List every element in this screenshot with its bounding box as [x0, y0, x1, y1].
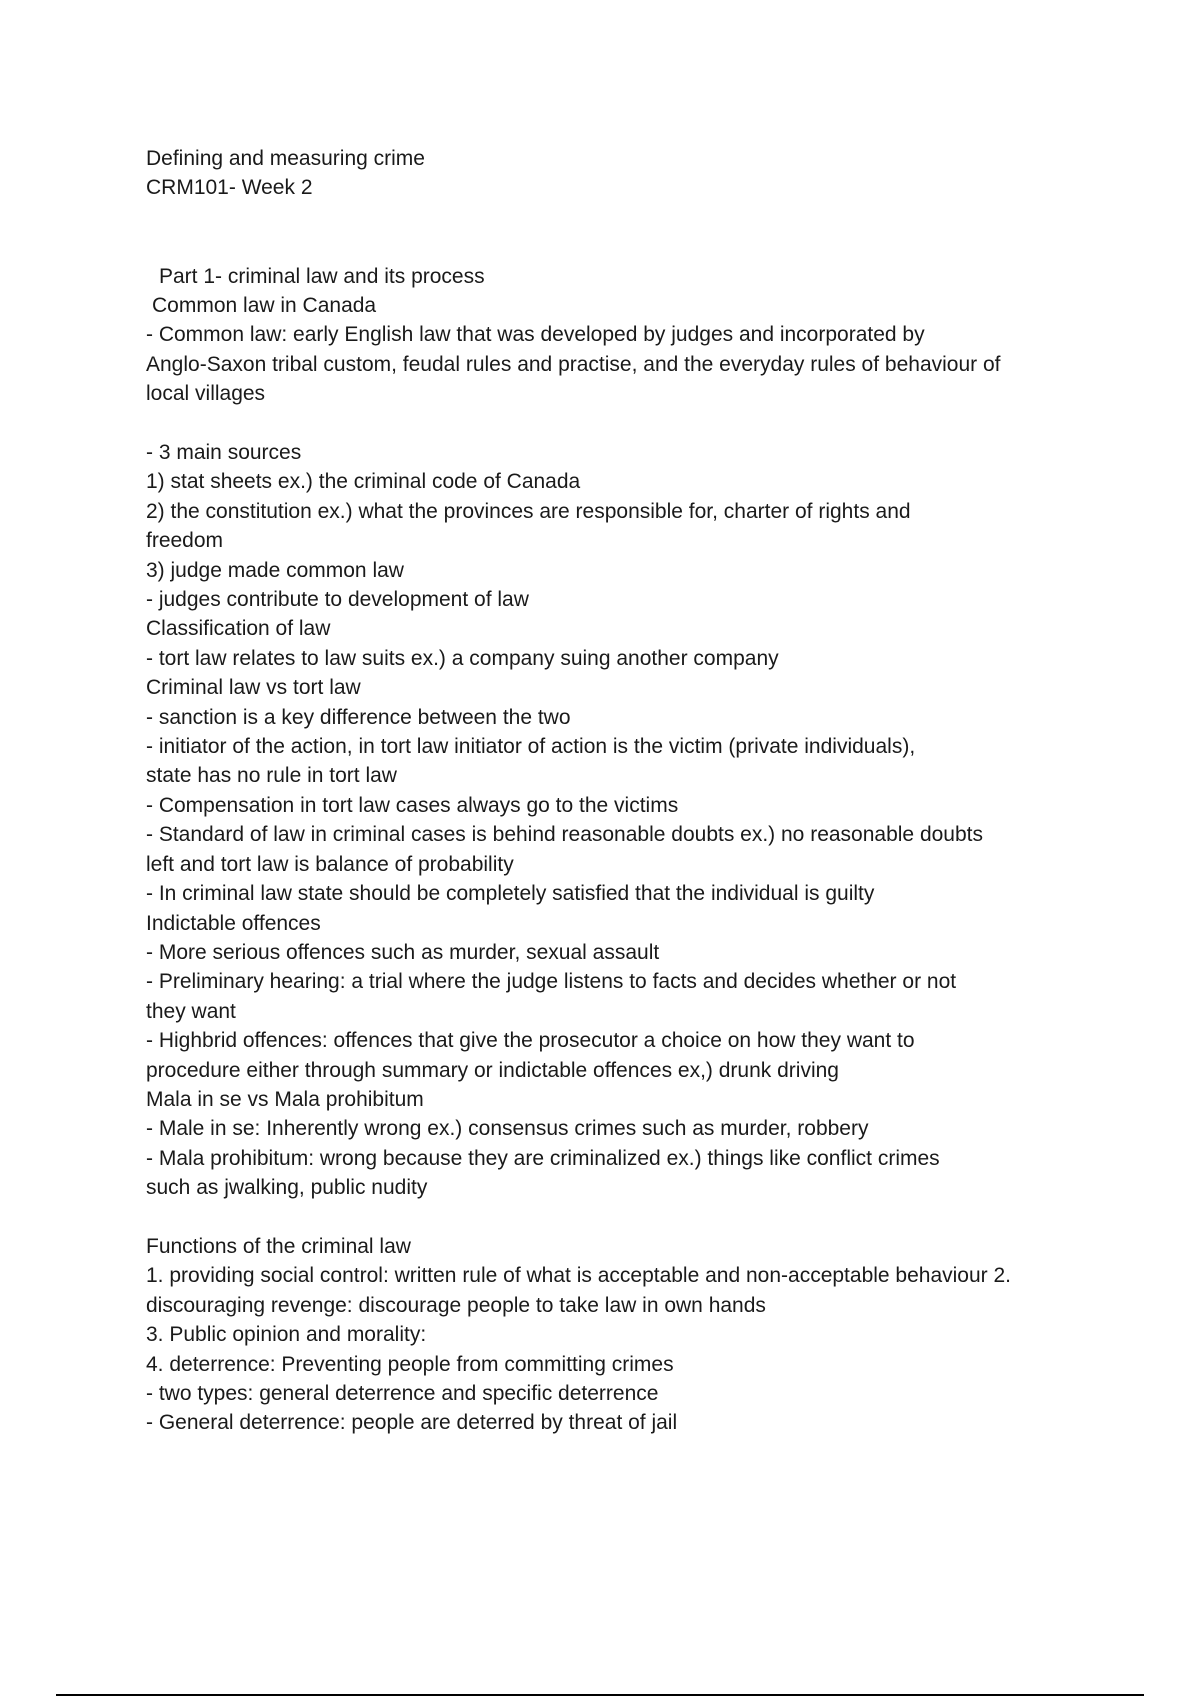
text-line: - tort law relates to law suits ex.) a company suing another company [146, 646, 779, 670]
text-line: - Highbrid offences: offences that give the prosecutor a choice on how they want to [146, 1029, 915, 1053]
text-line: - General deterrence: people are deterred by threat of jail [146, 1411, 678, 1435]
spacer [146, 203, 1086, 232]
text-line: Classification of law [146, 617, 331, 641]
text-line: - initiator of the action, in tort law initiator of action is the victim (private individuals), [146, 735, 916, 759]
document-title: Defining and measuring crime [146, 147, 425, 170]
text-line: - Male in se: Inherently wrong ex.) consensus crimes such as murder, robbery [146, 1117, 869, 1141]
text-line: left and tort law is balance of probability [146, 852, 514, 876]
text-line: such as jwalking, public nudity [146, 1176, 428, 1200]
subsection-heading: Common law in Canada [152, 294, 377, 317]
text-line: - 3 main sources [146, 441, 302, 465]
text-line: - In criminal law state should be completely satisfied that the individual is guilty [146, 882, 875, 906]
text-line: local villages [146, 382, 266, 406]
text-line: Anglo-Saxon tribal custom, feudal rules and practise, and the everyday rules of behaviour of [146, 352, 1001, 376]
spacer [146, 232, 1086, 261]
text-line: 4. deterrence: Preventing people from committing crimes [146, 1352, 674, 1376]
document-subtitle: CRM101- Week 2 [146, 176, 313, 200]
text-line: 2) the constitution ex.) what the provinces are responsible for, charter of rights and [146, 499, 911, 523]
text-line: - Compensation in tort law cases always go to the victims [146, 793, 679, 817]
text-line: procedure either through summary or indictable offences ex,) drunk driving [146, 1058, 839, 1082]
text-line: 3) judge made common law [146, 558, 404, 582]
spacer [146, 409, 1086, 438]
text-line: - Mala prohibitum: wrong because they are criminalized ex.) things like conflict crimes [146, 1146, 940, 1170]
text-line: 1) stat sheets ex.) the criminal code of Canada [146, 470, 581, 494]
page-bottom-rule [56, 1694, 1144, 1696]
text-line: state has no rule in tort law [146, 764, 397, 788]
document-body [146, 144, 1086, 1438]
text-line: Indictable offences [146, 911, 321, 935]
text-line: they want [146, 999, 236, 1023]
text-line: Mala in se vs Mala prohibitum [146, 1087, 424, 1111]
text-line: 3. Public opinion and morality: [146, 1323, 427, 1347]
spacer [146, 1203, 1086, 1232]
section-heading: Part 1- criminal law and its process [159, 264, 485, 288]
text-line: Functions of the criminal law [146, 1234, 411, 1258]
text-line: - judges contribute to development of law [146, 588, 529, 612]
text-line: - Common law: early English law that was developed by judges and incorporated by [146, 323, 925, 347]
text-line: - More serious offences such as murder, sexual assault [146, 940, 660, 964]
text-line: Criminal law vs tort law [146, 676, 361, 700]
text-line: - two types: general deterrence and specific deterrence [146, 1382, 659, 1405]
text-line: - Preliminary hearing: a trial where the judge listens to facts and decides whether or not [146, 970, 957, 994]
text-line: discouraging revenge: discourage people to take law in own hands [146, 1293, 766, 1317]
text-line: - Standard of law in criminal cases is behind reasonable doubts ex.) no reasonable doubts [146, 823, 983, 847]
text-line: freedom [146, 529, 224, 553]
text-line: - sanction is a key difference between the two [146, 705, 571, 729]
text-line: 1. providing social control: written rule of what is acceptable and non-acceptable behaviour 2. [146, 1264, 1012, 1288]
